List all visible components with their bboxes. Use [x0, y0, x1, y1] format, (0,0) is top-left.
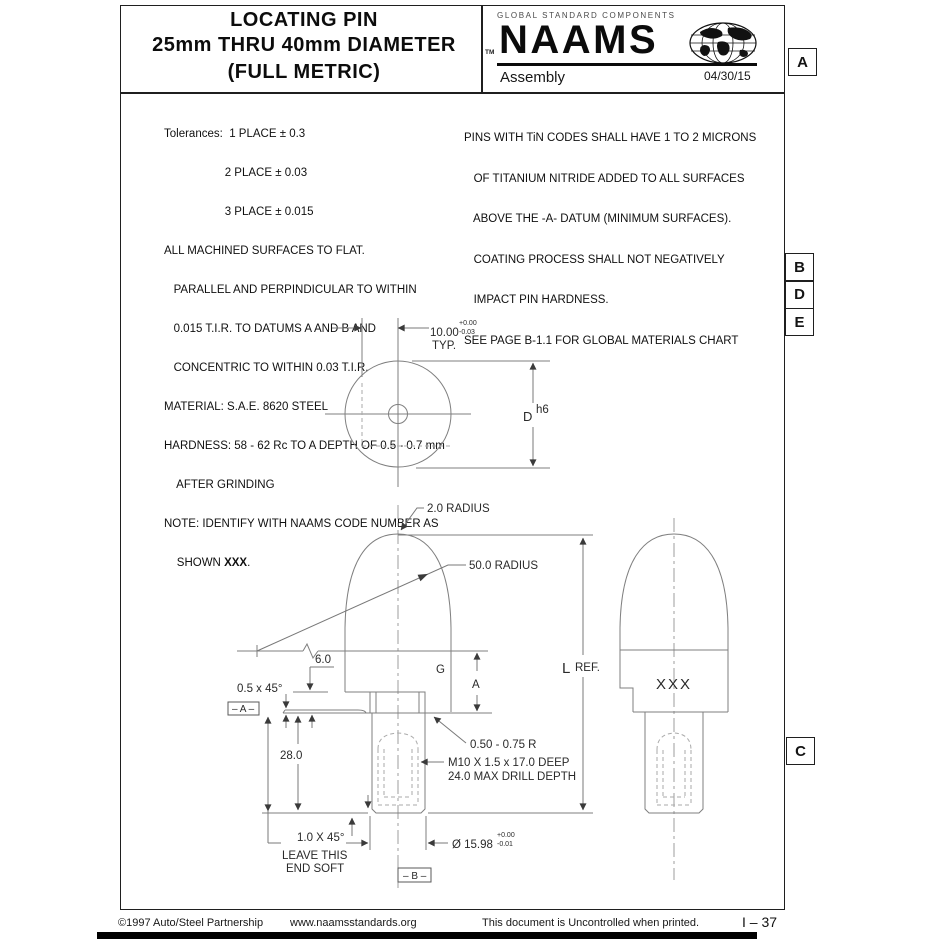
- leader-end-soft: [268, 717, 348, 875]
- svg-text:END SOFT: END SOFT: [286, 863, 345, 875]
- top-view: [325, 318, 550, 487]
- note-line: PARALLEL AND PERPINDICULAR TO WITHIN: [164, 284, 417, 296]
- dim-10mm-offset: [332, 320, 477, 352]
- note-line: COATING PROCESS SHALL NOT NEGATIVELY: [464, 253, 725, 266]
- footer-bar: [97, 932, 757, 939]
- svg-text:1.0 X 45°: 1.0 X 45°: [297, 832, 345, 844]
- naams-code-placeholder: XXX: [224, 557, 248, 569]
- dim-chamfer-bottom: [297, 795, 368, 844]
- dim-shank-28mm: [280, 716, 302, 810]
- dim-a-height: [472, 653, 480, 711]
- note-line: PINS WITH TiN CODES SHALL HAVE 1 TO 2 MICRONS: [464, 132, 757, 144]
- revision-tab-a: A: [788, 48, 817, 76]
- leader-tip-radius: [401, 503, 490, 530]
- note-line: IMPACT PIN HARDNESS.: [464, 294, 609, 306]
- note-line: NOTE: IDENTIFY WITH NAAMS CODE NUMBER AS: [164, 518, 439, 530]
- footer-copyright: ©1997 Auto/Steel Partnership: [118, 917, 264, 929]
- svg-text:LEAVE THIS: LEAVE THIS: [282, 850, 348, 862]
- naams-logo: NAAMS: [499, 18, 659, 62]
- svg-text:10.00: 10.00: [430, 327, 459, 339]
- note-line: 0.015 T.I.R. TO DATUMS A AND B AND: [164, 323, 376, 335]
- note-line: ALL MACHINED SURFACES TO FLAT.: [164, 245, 365, 257]
- svg-text:+0.00: +0.00: [459, 320, 477, 327]
- svg-text:– B –: – B –: [403, 871, 427, 882]
- revision-tab-d: D: [785, 281, 814, 309]
- svg-text:D: D: [523, 409, 533, 424]
- svg-text:h6: h6: [536, 404, 549, 416]
- svg-text:-0.03: -0.03: [459, 329, 475, 336]
- svg-text:M10 X 1.5 x 17.0 DEEP: M10 X 1.5 x 17.0 DEEP: [448, 757, 570, 769]
- svg-text:0.5 x 45°: 0.5 x 45°: [237, 683, 283, 695]
- datum-b-flag: [398, 868, 431, 882]
- svg-text:A: A: [472, 679, 480, 691]
- front-view: [228, 503, 600, 888]
- page-title-line2: 25mm THRU 40mm DIAMETER: [152, 34, 456, 56]
- dim-shank-diameter: [346, 816, 515, 851]
- logo-subtitle: Assembly: [500, 69, 566, 86]
- svg-text:– A –: – A –: [232, 704, 255, 715]
- svg-text:TYP.: TYP.: [432, 340, 457, 352]
- dim-step-6mm: [293, 654, 334, 728]
- page-title-line3: (FULL METRIC): [227, 61, 381, 83]
- side-view: [620, 518, 728, 880]
- svg-text:24.0 MAX DRILL DEPTH: 24.0 MAX DRILL DEPTH: [448, 771, 577, 783]
- code-stamp-placeholder: XXX: [655, 676, 693, 693]
- svg-text:-0.01: -0.01: [497, 841, 513, 848]
- svg-text:REF.: REF.: [575, 662, 600, 674]
- note-line: 3 PLACE ± 0.015: [164, 206, 314, 218]
- logo-tagline: GLOBAL STANDARD COMPONENTS: [497, 11, 676, 20]
- revision-tab-e: E: [785, 308, 814, 336]
- svg-text:6.0: 6.0: [315, 654, 331, 666]
- page-title-line1: LOCATING PIN: [230, 9, 378, 31]
- revision-date: 04/30/15: [704, 69, 751, 83]
- leader-fillet-radius: [434, 717, 536, 751]
- gage-label: G: [436, 664, 445, 676]
- revision-tab-c: C: [786, 737, 815, 765]
- note-line: CONCENTRIC TO WITHIN 0.03 T.I.R.: [164, 362, 369, 374]
- svg-text:50.0 RADIUS: 50.0 RADIUS: [469, 560, 539, 572]
- page-number: I – 37: [742, 914, 778, 930]
- revision-tab-b: B: [785, 253, 814, 281]
- svg-text:Ø 15.98: Ø 15.98: [452, 839, 493, 851]
- note-line: AFTER GRINDING: [164, 479, 275, 491]
- svg-text:L: L: [562, 660, 571, 677]
- note-line: MATERIAL: S.A.E. 8620 STEEL: [164, 401, 329, 413]
- note-line: 2 PLACE ± 0.03: [164, 167, 308, 179]
- note-line: ABOVE THE -A- DATUM (MINIMUM SURFACES).: [464, 213, 732, 225]
- leader-thread-callout: [421, 757, 576, 783]
- svg-text:2.0 RADIUS: 2.0 RADIUS: [427, 503, 490, 515]
- footer-notice: This document is Uncontrolled when printed.: [482, 917, 700, 929]
- note-line: Tolerances: 1 PLACE ± 0.3: [164, 128, 306, 140]
- svg-text:28.0: 28.0: [280, 750, 303, 762]
- svg-text:0.50 - 0.75 R: 0.50 - 0.75 R: [470, 739, 537, 751]
- trademark-label: TM: [485, 49, 495, 56]
- datum-a-flag: [228, 702, 259, 715]
- note-line: HARDNESS: 58 - 62 Rc TO A DEPTH OF 0.5 - 0.7 mm: [164, 440, 445, 452]
- note-line: SEE PAGE B-1.1 FOR GLOBAL MATERIALS CHART: [464, 334, 739, 347]
- note-line: OF TITANIUM NITRIDE ADDED TO ALL SURFACES: [464, 172, 745, 185]
- dim-l-ref: [562, 538, 600, 810]
- footer-url: www.naamsstandards.org: [290, 917, 417, 929]
- note-line-code: SHOWN XXX.: [164, 557, 251, 569]
- svg-text:+0.00: +0.00: [497, 832, 515, 839]
